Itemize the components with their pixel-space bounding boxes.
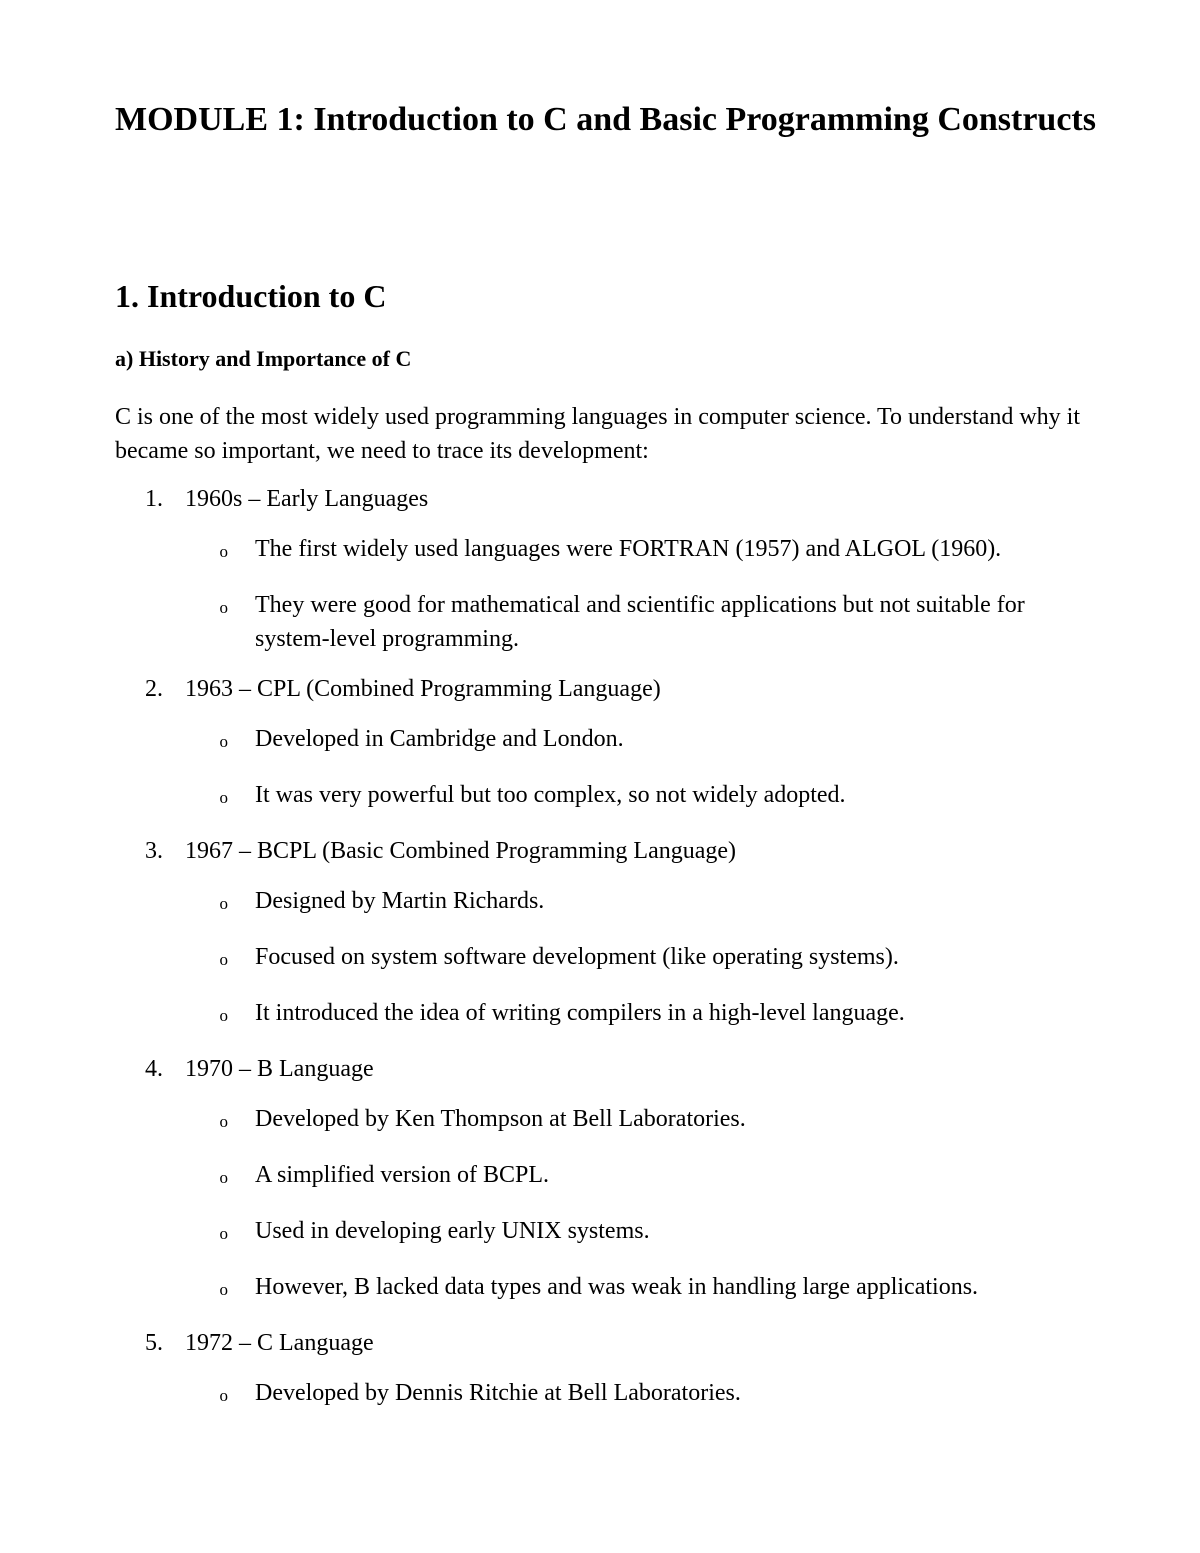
sub-point: [115, 1158, 1095, 1198]
sub-point: [115, 1376, 1095, 1416]
sub-point-list: [115, 1102, 1095, 1310]
history-timeline-list: [115, 482, 1095, 1432]
sub-point-text: However, B lacked data types and was weak in handling large applications.: [255, 1274, 979, 1300]
document-page: [115, 98, 1105, 1406]
hollow-bullet-icon: o: [219, 1224, 228, 1243]
sub-point: [115, 884, 1095, 924]
sub-point-text: Developed by Dennis Ritchie at Bell Laboratories.: [255, 1380, 741, 1406]
sub-point-list: [115, 1376, 1095, 1416]
sub-point-text: It introduced the idea of writing compilers in a high-level language.: [255, 1000, 905, 1026]
intro-paragraph: C is one of the most widely used programming languages in computer science. To understand why it became so important, we need to trace its development:: [115, 404, 1081, 464]
sub-point-text: Used in developing early UNIX systems.: [255, 1218, 650, 1244]
list-number: [115, 672, 185, 706]
timeline-item-heading: [115, 482, 1095, 516]
hollow-bullet-icon: o: [219, 950, 228, 969]
timeline-item-heading: [115, 672, 1095, 706]
sub-point: [115, 722, 1095, 762]
timeline-item-label: 1963 – CPL (Combined Programming Language): [185, 676, 661, 702]
sub-point-list: [115, 722, 1095, 818]
list-number-text: 5.: [145, 1330, 163, 1356]
hollow-bullet-icon: o: [219, 1168, 228, 1187]
sub-point-text: Developed in Cambridge and London.: [255, 726, 624, 752]
sub-point-list: [115, 884, 1095, 1036]
hollow-bullet-icon: o: [219, 1112, 228, 1131]
timeline-item-label: 1972 – C Language: [185, 1330, 374, 1356]
timeline-item-heading: [115, 1052, 1095, 1086]
list-number: [115, 1326, 185, 1360]
sub-point: [115, 588, 1095, 656]
sub-point-text: It was very powerful but too complex, so not widely adopted.: [255, 782, 846, 808]
list-number: [115, 834, 185, 868]
sub-point: [115, 778, 1095, 818]
timeline-item-label: 1960s – Early Languages: [185, 486, 429, 512]
sub-point-text: A simplified version of BCPL.: [255, 1162, 549, 1188]
section-title: 1. Introduction to C: [115, 278, 387, 314]
timeline-item: [115, 1326, 1095, 1416]
timeline-item-heading: [115, 1326, 1095, 1360]
list-number-text: 4.: [145, 1056, 163, 1082]
hollow-bullet-icon: o: [219, 894, 228, 913]
module-title: MODULE 1: Introduction to C and Basic Programming Constructs: [115, 101, 1096, 138]
list-number-text: 1.: [145, 486, 163, 512]
hollow-bullet-icon: o: [219, 1006, 228, 1025]
timeline-item: [115, 482, 1095, 656]
hollow-bullet-icon: o: [219, 1386, 228, 1405]
timeline-item: [115, 834, 1095, 1036]
subsection-title: a) History and Importance of C: [115, 346, 412, 371]
sub-point: [115, 996, 1095, 1036]
timeline-item-label: 1967 – BCPL (Basic Combined Programming Language): [185, 838, 737, 864]
sub-point-text: They were good for mathematical and scientific applications but not suitable for system-level programming.: [255, 592, 1025, 652]
sub-point-text: Developed by Ken Thompson at Bell Laboratories.: [255, 1106, 746, 1132]
sub-point: [115, 1214, 1095, 1254]
sub-point: [115, 1270, 1095, 1310]
hollow-bullet-icon: o: [219, 598, 228, 617]
sub-point-text: Designed by Martin Richards.: [255, 888, 545, 914]
hollow-bullet-icon: o: [219, 542, 228, 561]
hollow-bullet-icon: o: [219, 1280, 228, 1299]
sub-point: [115, 940, 1095, 980]
timeline-item: [115, 672, 1095, 818]
list-number: [115, 1052, 185, 1086]
list-number: [115, 482, 185, 516]
list-number-text: 3.: [145, 838, 163, 864]
sub-point-text: Focused on system software development (like operating systems).: [255, 944, 899, 970]
timeline-item-heading: [115, 834, 1095, 868]
hollow-bullet-icon: o: [219, 788, 228, 807]
hollow-bullet-icon: o: [219, 732, 228, 751]
sub-point: [115, 1102, 1095, 1142]
sub-point-text: The first widely used languages were FORTRAN (1957) and ALGOL (1960).: [255, 536, 1002, 562]
timeline-item-label: 1970 – B Language: [185, 1056, 374, 1082]
sub-point: [115, 532, 1095, 572]
timeline-item: [115, 1052, 1095, 1310]
sub-point-list: [115, 532, 1095, 656]
list-number-text: 2.: [145, 676, 163, 702]
